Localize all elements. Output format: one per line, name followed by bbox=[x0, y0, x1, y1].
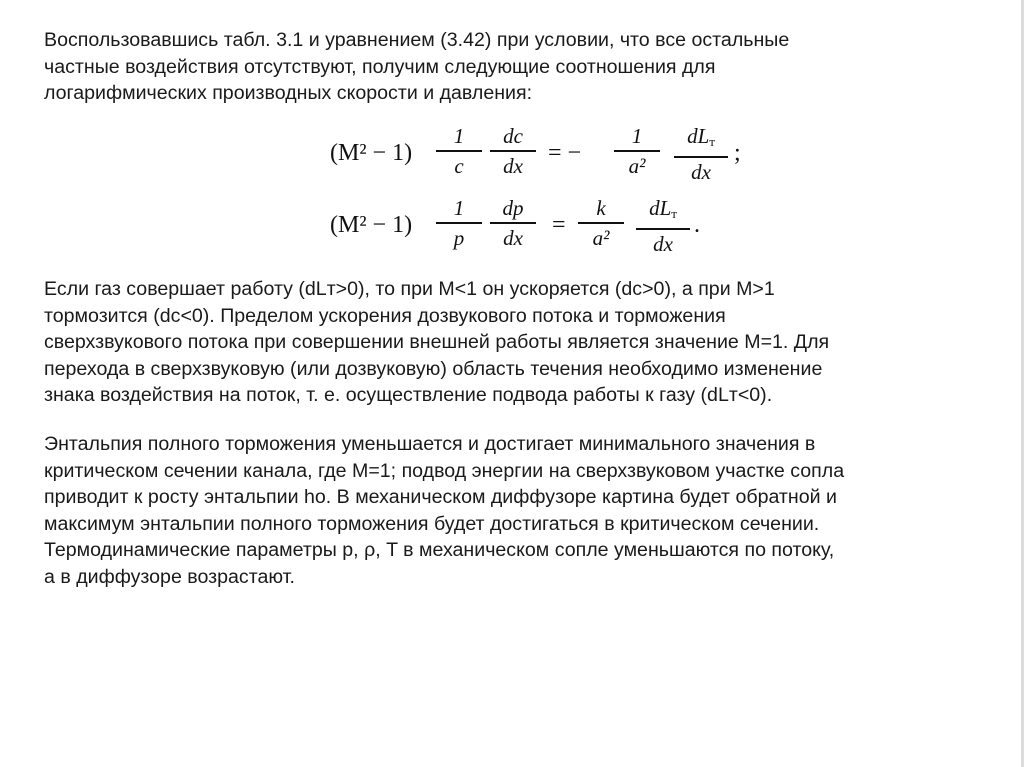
text-line: приводит к росту энтальпии hо. В механическом диффузоре картина будет обратной и bbox=[44, 486, 837, 509]
formula-prefix: (M² − 1) bbox=[330, 140, 413, 166]
formula-end: ; bbox=[734, 140, 741, 166]
denominator: p bbox=[453, 225, 465, 250]
fraction-bar bbox=[578, 222, 624, 224]
denominator: dx bbox=[653, 231, 673, 256]
text-line: а в диффузоре возрастают. bbox=[44, 565, 295, 588]
text-line: частные воздействия отсутствуют, получим следующие соотношения для bbox=[44, 55, 716, 78]
numerator: 1 bbox=[453, 196, 465, 220]
text-line: максимум энтальпии полного торможения будет достигаться в критическом сечении. bbox=[44, 512, 820, 535]
numerator-main: dL bbox=[649, 196, 672, 220]
text-line: Воспользовавшись табл. 3.1 и уравнением (3.42) при условии, что все остальные bbox=[44, 29, 790, 51]
fraction-bar bbox=[490, 222, 536, 224]
text-line: знака воздействия на поток, т. е. осуществление подвода работы к газу (dLт<0). bbox=[44, 384, 773, 407]
fraction-bar bbox=[636, 228, 690, 230]
numerator bbox=[636, 196, 690, 226]
fraction-bar bbox=[490, 150, 536, 152]
intro-paragraph bbox=[44, 27, 994, 107]
text-line: перехода в сверхзвуковую (или дозвуковую) область течения необходимо изменение bbox=[44, 357, 823, 380]
text-line: Если газ совершает работу (dLт>0), то при M<1 он ускоряется (dc>0), а при M>1 bbox=[44, 278, 775, 300]
numerator: dc bbox=[503, 124, 523, 148]
denominator: a² bbox=[628, 153, 646, 178]
numerator: 1 bbox=[631, 124, 643, 148]
numerator: 1 bbox=[453, 124, 465, 148]
fraction bbox=[436, 196, 482, 250]
enthalpy-paragraph bbox=[44, 431, 994, 591]
formula-end: . bbox=[694, 212, 700, 238]
text-line: сверхзвукового потока при совершении внешней работы является значение M=1. Для bbox=[44, 331, 830, 354]
fraction-bar bbox=[436, 150, 482, 152]
numerator: k bbox=[596, 196, 606, 220]
velocity-formula bbox=[330, 124, 760, 184]
fraction bbox=[490, 196, 536, 250]
denominator: dx bbox=[691, 159, 711, 184]
equals-sign: = − bbox=[548, 140, 582, 166]
text-line: Энтальпия полного торможения уменьшается и достигает минимального значения в bbox=[44, 433, 816, 455]
denominator: dx bbox=[503, 225, 523, 250]
formula-block bbox=[330, 118, 760, 268]
formula-prefix: (M² − 1) bbox=[330, 212, 413, 238]
fraction bbox=[436, 124, 482, 178]
numerator-subscript: т bbox=[671, 206, 677, 221]
fraction bbox=[674, 124, 728, 184]
work-paragraph bbox=[44, 276, 994, 409]
numerator-main: dL bbox=[687, 124, 710, 148]
fraction bbox=[636, 196, 690, 256]
fraction-bar bbox=[436, 222, 482, 224]
text-line: логарифмических производных скорости и давления: bbox=[44, 82, 533, 105]
text-line: критическом сечении канала, где M=1; подвод энергии на сверхзвуковом участке сопла bbox=[44, 459, 845, 482]
fraction bbox=[614, 124, 660, 178]
fraction bbox=[490, 124, 536, 178]
numerator bbox=[674, 124, 728, 154]
denominator: dx bbox=[503, 153, 523, 178]
equals-sign: = bbox=[552, 212, 566, 238]
denominator: a² bbox=[592, 225, 610, 250]
denominator: c bbox=[454, 153, 464, 178]
fraction-bar bbox=[614, 150, 660, 152]
pressure-formula bbox=[330, 196, 760, 256]
numerator: dp bbox=[502, 196, 524, 220]
text-line: Термодинамические параметры p, ρ, T в механическом сопле уменьшаются по потоку, bbox=[44, 539, 835, 562]
text-line: тормозится (dc<0). Пределом ускорения дозвукового потока и торможения bbox=[44, 304, 726, 327]
fraction-bar bbox=[674, 156, 728, 158]
numerator-subscript: т bbox=[709, 134, 715, 149]
fraction bbox=[578, 196, 624, 250]
